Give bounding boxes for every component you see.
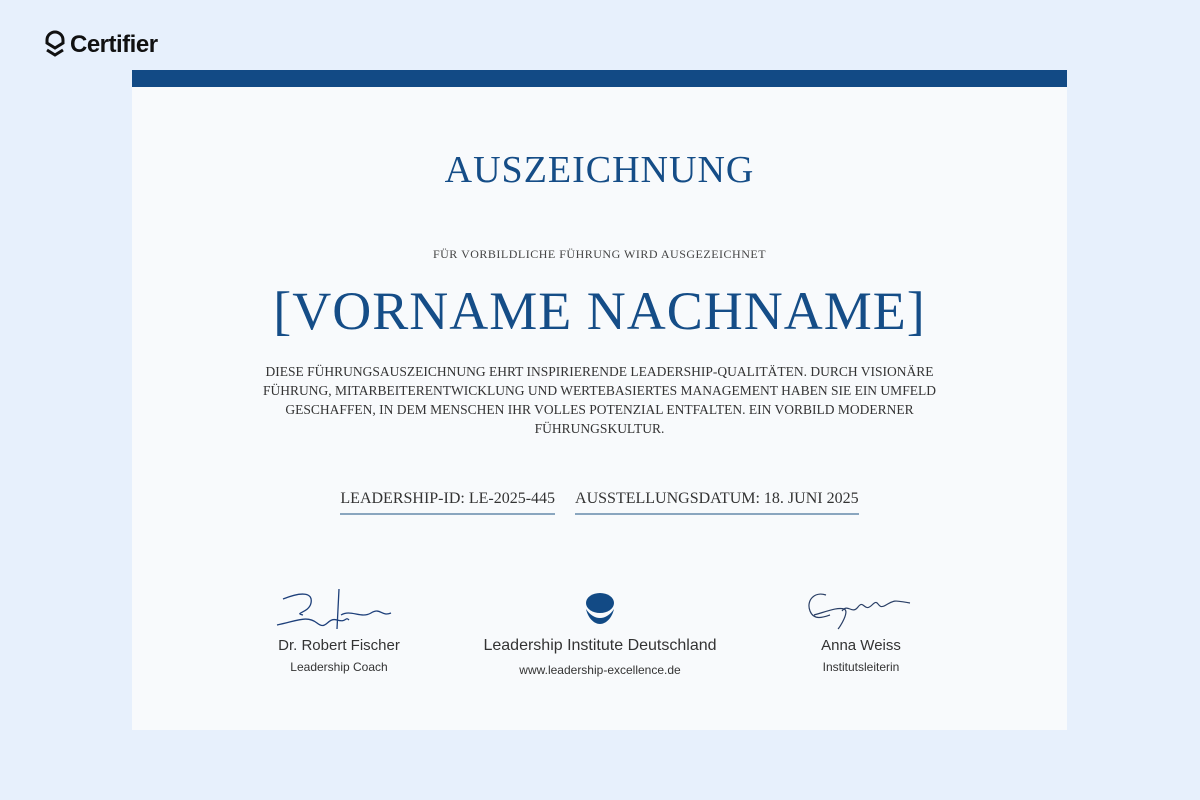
certificate-title: AUSZEICHNUNG	[444, 149, 755, 191]
certificate-top-bar	[132, 70, 1067, 87]
certificate-meta	[132, 490, 1067, 515]
recipient-name: [VORNAME NACHNAME]	[273, 281, 926, 341]
signature-1-image	[269, 585, 409, 635]
certificate-subtitle: FÜR VORBILDLICHE FÜHRUNG WIRD AUSGEZEICHNET	[432, 247, 767, 261]
certificate	[132, 70, 1067, 730]
signer-2-name: Anna Weiss	[821, 637, 901, 654]
signature-block-1	[239, 585, 439, 674]
certifier-shield-icon	[44, 30, 66, 60]
signature-block-2	[761, 585, 961, 674]
organization-name: Leadership Institute Deutschland	[483, 637, 717, 654]
signer-2-role: Institutsleiterin	[822, 660, 900, 674]
certificate-description: DIESE FÜHRUNGSAUSZEICHNUNG EHRT INSPIRIERENDE LEADERSHIP-QUALITÄTEN. DURCH VISIONÄRE FÜHRUNG, MITARBEITERENTWICKLUNG UND WERTEBASIERTES MANAGEMENT HABEN SIE EIN UMFELD GESCHAFFEN, IN DEM MENSCHEN IHR VOLLES POTENZIAL ENTFALTEN. EIN VORBILD MODERNER FÜHRUNGSKULTUR.	[263, 364, 936, 436]
signer-1-name: Dr. Robert Fischer	[278, 637, 400, 654]
brand-name: Certifier	[70, 31, 158, 58]
signature-2-image	[786, 585, 936, 635]
organization-block	[450, 592, 750, 677]
issue-date: AUSSTELLUNGSDATUM: 18. JUNI 2025	[575, 490, 859, 515]
organization-logo-icon	[583, 592, 617, 626]
organization-url: www.leadership-excellence.de	[519, 663, 681, 677]
leadership-id: LEADERSHIP-ID: LE-2025-445	[340, 490, 555, 515]
certifier-logo	[44, 30, 158, 60]
signer-1-role: Leadership Coach	[290, 660, 388, 674]
